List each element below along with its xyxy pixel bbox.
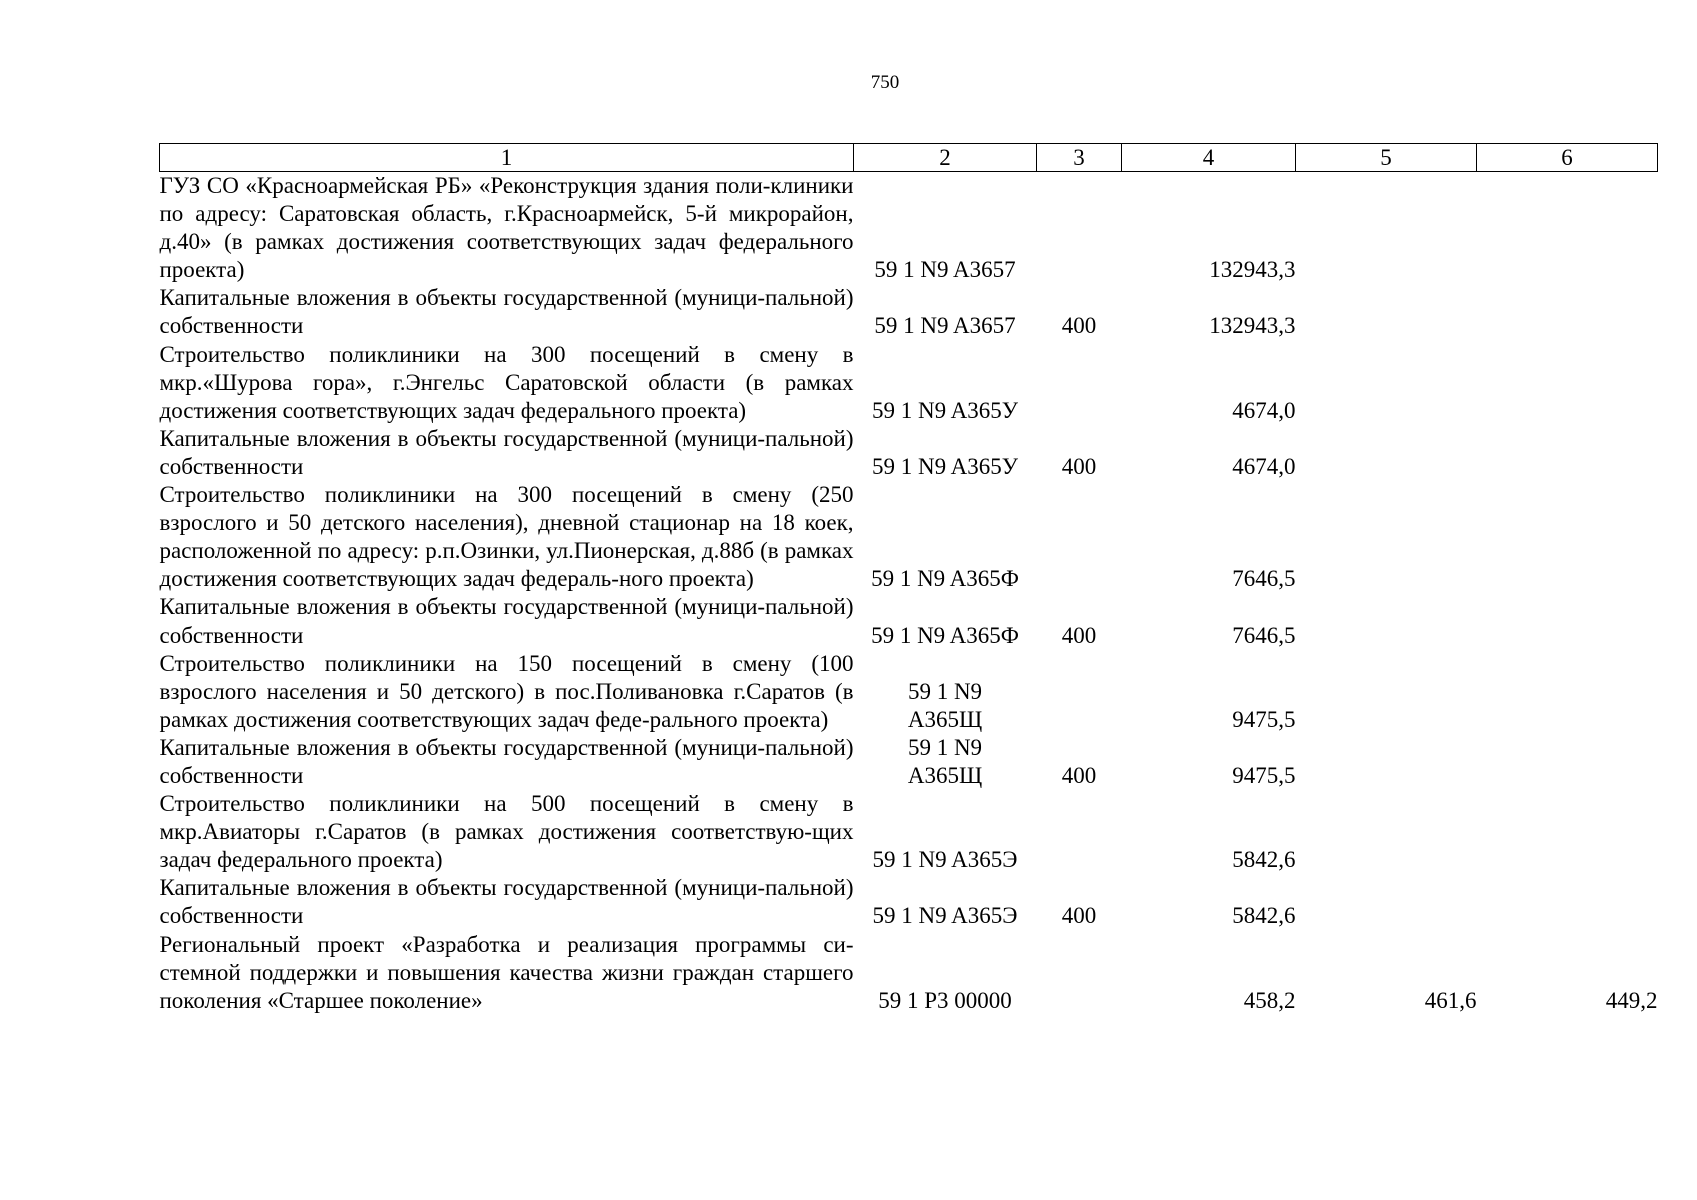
amount-col-6 — [1477, 874, 1658, 930]
item-code: 59 1 N9 A3657 — [874, 257, 1016, 283]
column-header-6: 6 — [1477, 144, 1658, 172]
table-row — [160, 790, 1658, 874]
column-number-row — [160, 144, 1658, 172]
amount-col-4: 4674,0 — [1232, 453, 1296, 479]
expense-type: 400 — [1061, 453, 1097, 479]
item-name: Капитальные вложения в объекты государственной (муници-пальной) собственности — [159, 285, 854, 339]
item-code — [854, 734, 1037, 790]
item-name: Строительство поликлиники на 150 посещений в смену (100 взрослого населения и 50 детского) в пос.Поливановка г.Саратов (в рамках достижения соответствующих задач феде-рального проекта) — [159, 650, 854, 732]
page-number: 750 — [870, 72, 900, 93]
amount-col-5 — [1296, 593, 1477, 649]
item-code-line-2: A365Щ — [907, 762, 983, 788]
table-row — [160, 734, 1658, 790]
amount-col-5 — [1296, 172, 1477, 285]
amount-col-5 — [1296, 341, 1477, 425]
item-name: Капитальные вложения в объекты государственной (муници-пальной) собственности — [159, 875, 854, 929]
table-row — [160, 481, 1658, 593]
table-row — [160, 874, 1658, 930]
item-code: 59 1 N9 A365У — [872, 397, 1018, 423]
amount-col-5 — [1296, 650, 1477, 734]
expense-type: 400 — [1061, 762, 1097, 788]
amount-col-6 — [1477, 734, 1658, 790]
amount-col-4: 7646,5 — [1232, 622, 1296, 648]
item-name: Строительство поликлиники на 500 посещений в смену в мкр.Авиаторы г.Саратов (в рамках достижения соответствую-щих задач федерального проекта) — [159, 791, 854, 873]
amount-col-6 — [1477, 481, 1658, 593]
expense-type — [1037, 172, 1122, 285]
column-header-4: 4 — [1122, 144, 1296, 172]
amount-col-6 — [1477, 650, 1658, 734]
item-code-line-1: 59 1 N9 — [907, 734, 983, 760]
table-row — [160, 172, 1658, 285]
amount-col-6: 449,2 — [1605, 987, 1658, 1013]
amount-col-5 — [1296, 481, 1477, 593]
item-code-line-2: A365Щ — [907, 706, 983, 732]
table-row — [160, 593, 1658, 649]
item-name: Капитальные вложения в объекты государственной (муници-пальной) собственности — [159, 734, 854, 788]
expense-type: 400 — [1061, 313, 1097, 339]
item-code: 59 1 P3 00000 — [878, 987, 1012, 1013]
item-code: 59 1 N9 A365Ф — [871, 622, 1019, 648]
amount-col-4: 9475,5 — [1232, 706, 1296, 732]
amount-col-5 — [1296, 425, 1477, 481]
item-code: 59 1 N9 A365Э — [872, 847, 1018, 873]
amount-col-4: 5842,6 — [1232, 903, 1296, 929]
expense-type: 400 — [1061, 622, 1097, 648]
column-header-1: 1 — [160, 144, 854, 172]
amount-col-5 — [1296, 790, 1477, 874]
item-name: Строительство поликлиники на 300 посещений в смену в мкр.«Шурова гора», г.Энгельс Саратовской области (в рамках достижения соответствующих задач федерального проекта) — [159, 341, 854, 423]
amount-col-6 — [1477, 341, 1658, 425]
expense-type — [1037, 341, 1122, 425]
amount-col-5 — [1296, 734, 1477, 790]
amount-col-6 — [1477, 790, 1658, 874]
amount-col-4: 458,2 — [1243, 987, 1296, 1013]
item-name: Капитальные вложения в объекты государственной (муници-пальной) собственности — [159, 425, 854, 479]
item-name: Строительство поликлиники на 300 посещений в смену (250 взрослого и 50 детского населения), дневной стационар на 18 коек, расположенной по адресу: р.п.Озинки, ул.Пионерская, д.88б (в рамках достижения соответствующих задач федераль-ного проекта) — [159, 482, 854, 592]
amount-col-6 — [1477, 284, 1658, 340]
amount-col-4: 7646,5 — [1232, 566, 1296, 592]
expense-type: 400 — [1061, 903, 1097, 929]
item-name: Региональный проект «Разработка и реализация программы си-стемной поддержки и повышения качества жизни граждан старшего поколения «Старшее поколение» — [159, 931, 854, 1013]
amount-col-5 — [1296, 284, 1477, 340]
amount-col-4: 132943,3 — [1209, 313, 1296, 339]
amount-col-6 — [1477, 425, 1658, 481]
expense-type — [1037, 790, 1122, 874]
item-code: 59 1 N9 A365Э — [872, 903, 1018, 929]
column-header-3: 3 — [1037, 144, 1122, 172]
item-name: Капитальные вложения в объекты государственной (муници-пальной) собственности — [159, 594, 854, 648]
item-name: ГУЗ СО «Красноармейская РБ» «Реконструкция здания поли-клиники по адресу: Саратовская область, г.Красноармейск, 5-й микрорайон, д.40» (в рамках достижения соответствующих задач федерального проекта) — [159, 173, 854, 283]
amount-col-4: 9475,5 — [1232, 762, 1296, 788]
item-code — [854, 650, 1037, 734]
column-header-5: 5 — [1296, 144, 1477, 172]
item-code: 59 1 N9 A365Ф — [871, 566, 1019, 592]
item-code: 59 1 N9 A365У — [872, 453, 1018, 479]
table-row — [160, 931, 1658, 1015]
table-row — [160, 425, 1658, 481]
amount-col-4: 132943,3 — [1209, 257, 1296, 283]
expense-type — [1037, 931, 1122, 1015]
amount-col-4: 5842,6 — [1232, 847, 1296, 873]
expense-type — [1037, 650, 1122, 734]
table-row — [160, 650, 1658, 734]
item-code-line-1: 59 1 N9 — [907, 678, 983, 704]
budget-table — [159, 143, 1658, 1015]
expense-type — [1037, 481, 1122, 593]
amount-col-4: 4674,0 — [1232, 397, 1296, 423]
table-row — [160, 341, 1658, 425]
item-code: 59 1 N9 A3657 — [874, 313, 1016, 339]
amount-col-6 — [1477, 172, 1658, 285]
amount-col-5 — [1296, 874, 1477, 930]
amount-col-6 — [1477, 593, 1658, 649]
column-header-2: 2 — [854, 144, 1037, 172]
amount-col-5: 461,6 — [1424, 987, 1477, 1013]
table-row — [160, 284, 1658, 340]
